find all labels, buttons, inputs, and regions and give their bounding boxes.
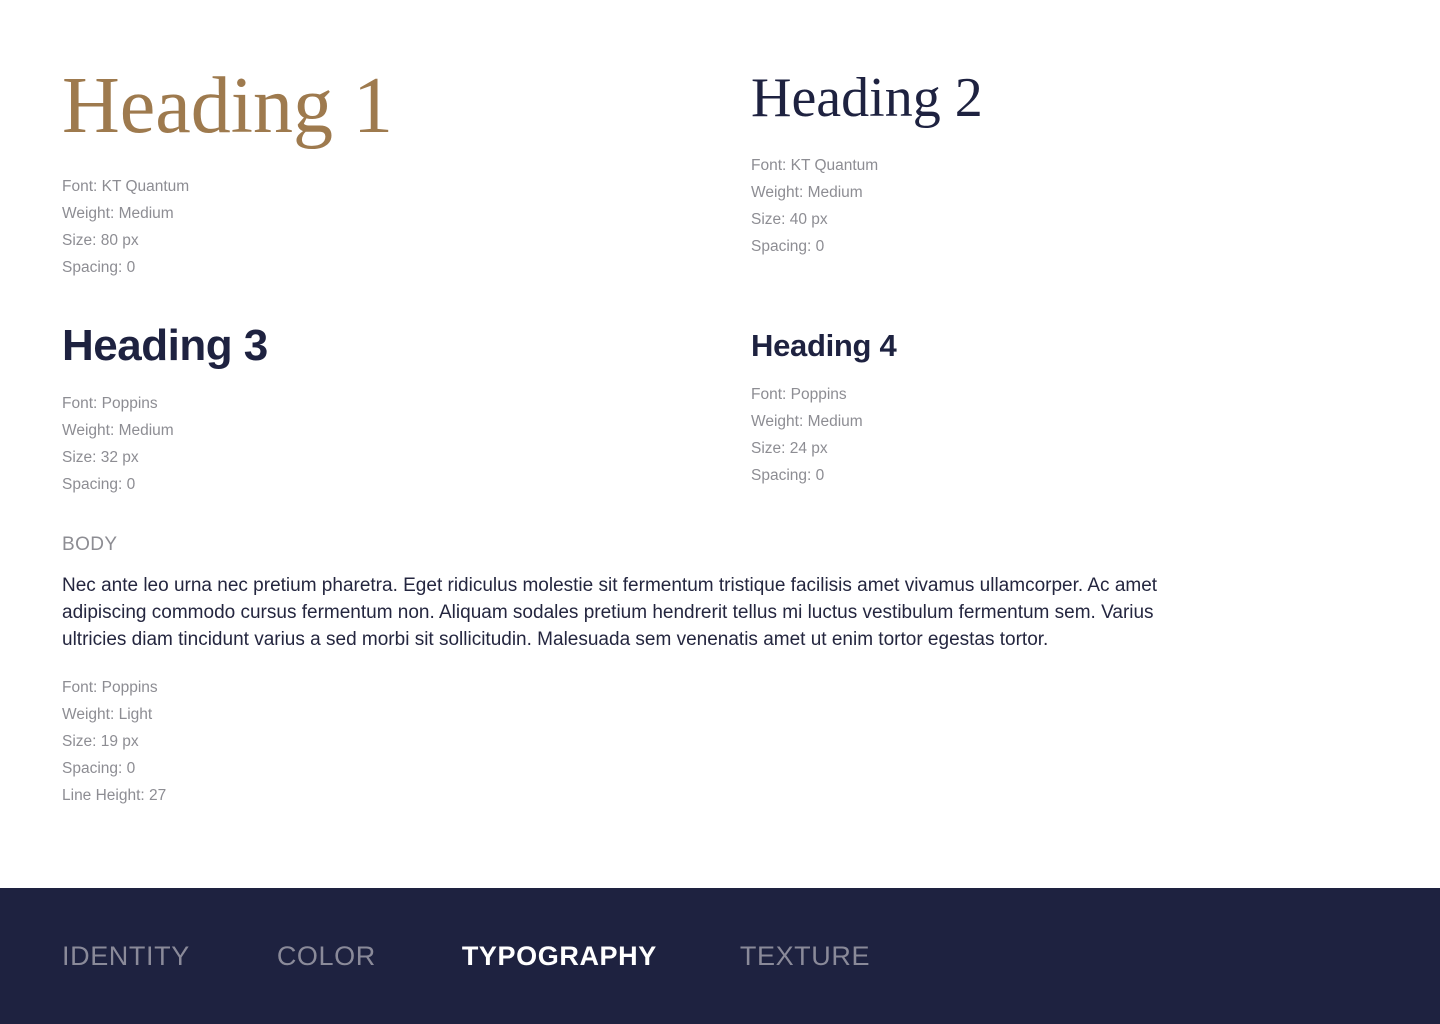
heading-4-spec-font: Font: Poppins <box>751 386 847 403</box>
heading-1-block <box>62 0 722 281</box>
heading-3-spec-font: Font: Poppins <box>62 395 158 412</box>
heading-4-spec-size: Size: 24 px <box>751 440 828 457</box>
heading-1-sample: Heading 1 <box>62 62 394 150</box>
section-nav <box>62 888 870 1024</box>
heading-3-block <box>62 321 722 498</box>
body-spec-weight: Weight: Light <box>62 706 153 723</box>
heading-3-spec-size: Size: 32 px <box>62 449 139 466</box>
heading-4-specs <box>751 381 1411 489</box>
heading-1-spec-size: Size: 80 px <box>62 232 139 249</box>
heading-2-spec-spacing: Spacing: 0 <box>751 238 825 255</box>
heading-2-spec-font: Font: KT Quantum <box>751 157 879 174</box>
heading-4-sample: Heading 4 <box>751 328 897 363</box>
body-spec-size: Size: 19 px <box>62 733 139 750</box>
heading-2-spec-weight: Weight: Medium <box>751 184 863 201</box>
body-specs <box>62 674 1187 809</box>
heading-1-specs <box>62 173 722 281</box>
body-sample-text: Nec ante leo urna nec pretium pharetra. Eget ridiculus molestie sit fermentum tristique facilisis amet vivamus ullamcorper. Ac amet adipiscing commodo cursus fermentum non. Aliquam sodales pretium hendrerit tellus mi luctus vestibulum fermentum sem. Varius ultricies diam tincidunt varius a sed morbi sit sollicitudin. Malesuada sem venenatis amet ut enim tortor egestas tortor. <box>62 575 1158 650</box>
nav-item-typography[interactable]: TYPOGRAPHY <box>461 940 657 971</box>
body-block <box>62 531 1187 809</box>
heading-1-spec-spacing: Spacing: 0 <box>62 259 136 276</box>
body-spec-font: Font: Poppins <box>62 679 158 696</box>
nav-item-identity[interactable]: IDENTITY <box>62 940 190 971</box>
body-spec-line-height: Line Height: 27 <box>62 787 167 804</box>
heading-4-spec-spacing: Spacing: 0 <box>751 467 825 484</box>
heading-4-spec-weight: Weight: Medium <box>751 413 863 430</box>
heading-2-block <box>751 0 1411 260</box>
heading-2-specs <box>751 152 1411 260</box>
nav-item-color[interactable]: COLOR <box>276 940 376 971</box>
heading-4-block <box>751 330 1411 489</box>
heading-2-spec-size: Size: 40 px <box>751 211 828 228</box>
body-label: BODY <box>62 534 118 555</box>
heading-2-sample: Heading 2 <box>751 67 983 129</box>
right-column <box>751 0 1411 484</box>
body-spec-spacing: Spacing: 0 <box>62 760 136 777</box>
heading-3-specs <box>62 390 722 498</box>
heading-1-spec-weight: Weight: Medium <box>62 205 174 222</box>
footer-bar <box>0 888 1440 1024</box>
heading-1-spec-font: Font: KT Quantum <box>62 178 190 195</box>
heading-3-spec-weight: Weight: Medium <box>62 422 174 439</box>
nav-item-texture[interactable]: TEXTURE <box>739 940 871 971</box>
heading-3-sample: Heading 3 <box>62 321 268 370</box>
heading-3-spec-spacing: Spacing: 0 <box>62 476 136 493</box>
